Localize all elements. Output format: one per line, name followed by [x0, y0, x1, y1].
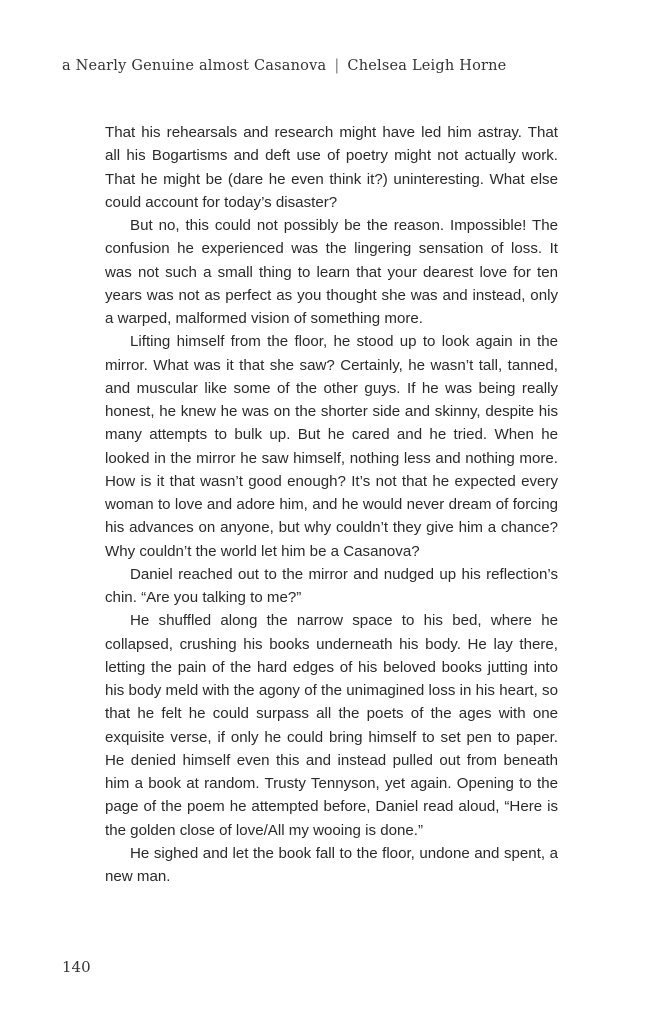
paragraph: He shuffled along the narrow space to his bed, where he collapsed, crushing his books underneath his body. He lay there, letting the pain of the hard edges of his beloved books jutting into his body meld with the agony of the unimagined loss in his heart, so that he felt he could surpass all the poets of the ages with one exquisite verse, if only he could bring himself to set pen to paper. He denied himself even this and instead pulled out from beneath him a book at random. Trusty Tennyson, yet again. Opening to the page of the poem he attempted before, Daniel read aloud, “Here is the golden close of love/All my wooing is done.”	[105, 612, 558, 839]
paragraph: But no, this could not possibly be the reason. Impossible! The confusion he experienced was the lingering sensation of loss. It was not such a small thing to learn that your dearest love for ten years was not as perfect as you thought she was and instead, only a warped, malformed vision of something more.	[105, 217, 558, 327]
book-title: a Nearly Genuine almost Casanova	[62, 58, 327, 74]
running-header	[62, 58, 506, 74]
page-number: 140	[62, 958, 91, 976]
paragraph: He sighed and let the book fall to the floor, undone and spent, a new man.	[105, 844, 558, 885]
paragraph: Lifting himself from the floor, he stood up to look again in the mirror. What was it that she saw? Certainly, he wasn’t tall, tanned, and muscular like some of the other guys. If he was being really honest, he knew he was on the shorter side and skinny, despite his many attempts to bulk up. But he cared and he tried. When he looked in the mirror he saw himself, nothing less and nothing more. How is it that wasn’t good enough? It’s not that he expected every woman to love and adore him, and he would never dream of forcing his advances on anyone, but why couldn’t they give him a chance? Why couldn’t the world let him be a Casanova?	[105, 333, 558, 560]
paragraph: Daniel reached out to the mirror and nudged up his reflection’s chin. “Are you talking to me?”	[105, 565, 558, 606]
body-text	[105, 121, 558, 888]
header-separator: |	[334, 58, 340, 74]
paragraph: That his rehearsals and research might have led him astray. That all his Bogartisms and deft use of poetry might not actually work. That he might be (dare he even think it?) uninteresting. What else could account for today’s disaster?	[105, 124, 558, 211]
author-name: Chelsea Leigh Horne	[347, 58, 507, 74]
